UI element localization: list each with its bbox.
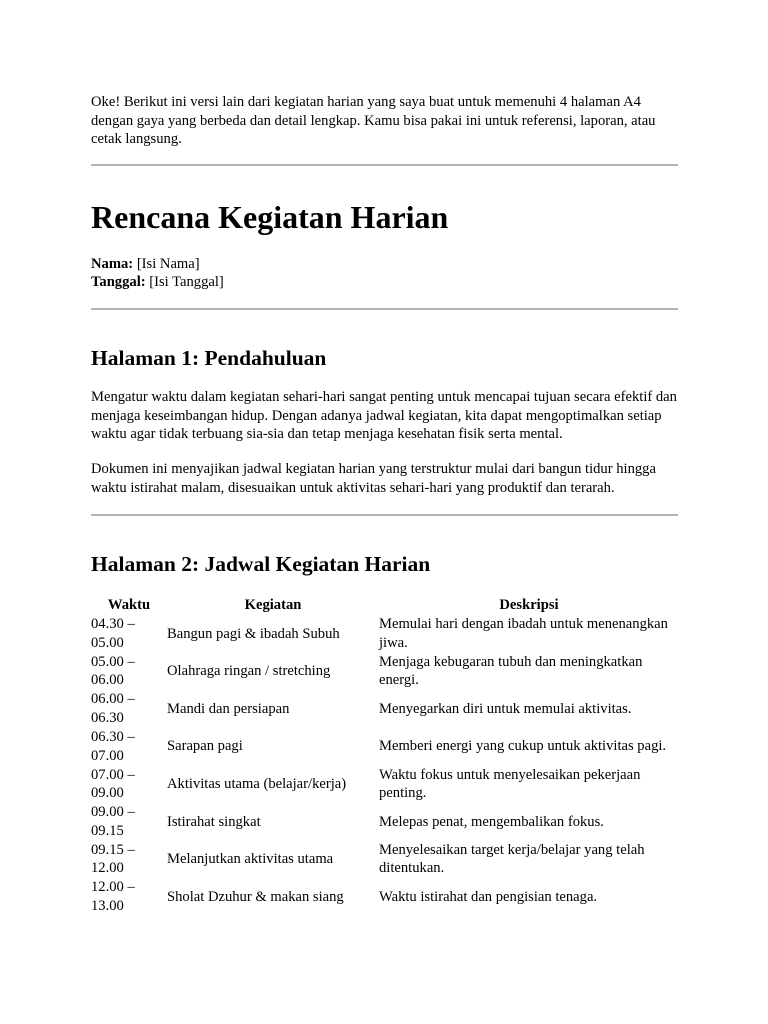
cell-description: Waktu istirahat dan pengisian tenaga. (379, 888, 598, 905)
cell-time: 04.30 – 05.00 (91, 616, 135, 651)
cell-time: 09.15 – 12.00 (91, 841, 135, 877)
cell-description: Melepas penat, mengembalikan fokus. (379, 813, 604, 830)
intro-text: Oke! Berikut ini versi lain dari kegiatan harian yang saya buat untuk memenuhi 4 halaman A4 dengan gaya yang berbeda dan detail lengkap. Kamu bisa pakai ini untuk referensi, laporan, atau cetak langsung. (91, 94, 656, 147)
intro-paragraph-2: Dokumen ini menyajikan jadwal kegiatan harian yang terstruktur mulai dari bangun tidur hingga waktu istirahat malam, disesuaikan untuk aktivitas sehari-hari yang produktif dan terarah. (91, 461, 656, 496)
table-row (91, 690, 679, 728)
table-row (91, 615, 679, 653)
cell-activity: Olahraga ringan / stretching (167, 663, 331, 680)
cell-time: 07.00 – 09.00 (91, 766, 135, 802)
section-heading-introduction: Halaman 1: Pendahuluan (91, 346, 327, 370)
cell-activity: Istirahat singkat (167, 813, 261, 830)
cell-description: Menjaga kebugaran tubuh dan meningkatkan energi. (379, 653, 643, 689)
divider (91, 164, 678, 166)
column-header-time: Waktu (107, 596, 151, 613)
cell-activity: Mandi dan persiapan (167, 700, 290, 717)
table-row (91, 765, 679, 803)
cell-description: Memberi energi yang cukup untuk aktivitas pagi. (379, 738, 667, 755)
cell-activity: Sarapan pagi (167, 738, 243, 755)
cell-activity: Melanjutkan aktivitas utama (167, 851, 334, 868)
table-row (91, 803, 679, 841)
date-label: Tanggal: (91, 274, 146, 290)
cell-time: 06.30 – 07.00 (91, 729, 135, 764)
schedule-table (91, 595, 679, 916)
section-heading-schedule: Halaman 2: Jadwal Kegiatan Harian (91, 552, 431, 576)
cell-time: 05.00 – 06.00 (91, 653, 135, 689)
page-title: Rencana Kegiatan Harian (91, 199, 449, 235)
cell-description: Waktu fokus untuk menyelesaikan pekerjaan penting. (379, 766, 641, 802)
cell-time: 06.00 – 06.30 (91, 691, 135, 726)
meta-block (91, 255, 224, 291)
cell-description: Menyegarkan diri untuk memulai aktivitas. (379, 700, 632, 717)
table-row (91, 841, 679, 879)
divider (91, 308, 678, 310)
cell-description: Menyelesaikan target kerja/belajar yang telah ditentukan. (379, 841, 645, 877)
column-header-description: Deskripsi (499, 596, 559, 613)
cell-activity: Sholat Dzuhur & makan siang (167, 888, 344, 905)
cell-time: 09.00 – 09.15 (91, 804, 135, 839)
name-value: [Isi Nama] (136, 256, 200, 272)
table-header-row (91, 595, 679, 615)
table-row (91, 728, 679, 766)
name-label: Nama: (91, 256, 134, 272)
table-row (91, 653, 679, 691)
column-header-activity: Kegiatan (244, 596, 302, 613)
table-row (91, 878, 679, 916)
cell-activity: Aktivitas utama (belajar/kerja) (167, 775, 347, 792)
cell-activity: Bangun pagi & ibadah Subuh (167, 625, 340, 642)
name-line (91, 255, 224, 273)
date-line (91, 273, 224, 291)
intro-paragraph-1: Mengatur waktu dalam kegiatan sehari-hari sangat penting untuk mencapai tujuan secara efektif dan menjaga keseimbangan hidup. Dengan adanya jadwal kegiatan, kita dapat mengoptimalkan setiap waktu agar tidak terbuang sia-sia dan tetap menjaga kesehatan fisik serta mental. (91, 389, 677, 442)
divider (91, 514, 678, 516)
cell-time: 12.00 – 13.00 (91, 879, 135, 914)
cell-description: Memulai hari dengan ibadah untuk menenangkan jiwa. (379, 616, 668, 651)
date-value: [Isi Tanggal] (149, 274, 224, 290)
